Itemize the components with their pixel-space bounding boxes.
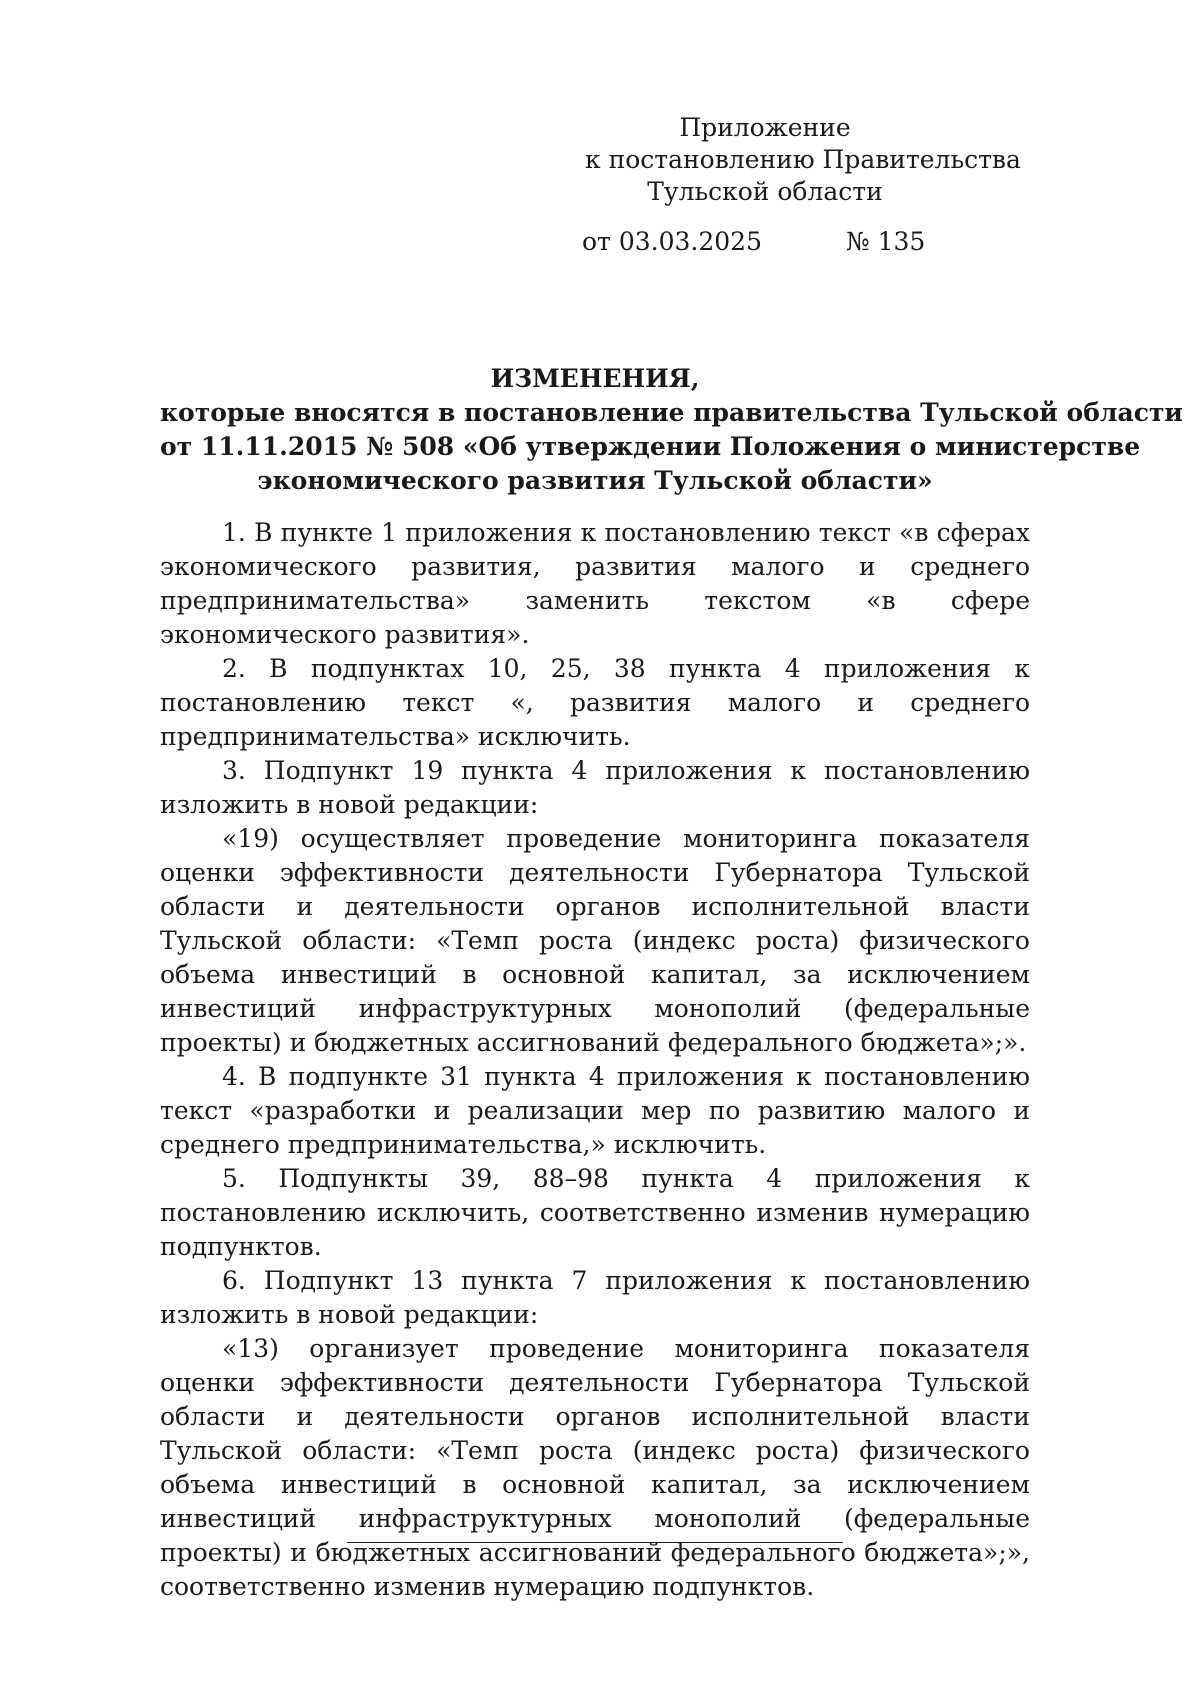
paragraph-1: 1. В пункте 1 приложения к постановлению текст «в сферах экономического развития, развития малого и среднего предпринимательства» заменить текстом «в сфере экономического развития». [160,518,1030,649]
paragraph-2: 2. В подпунктах 10, 25, 38 пункта 4 приложения к постановлению текст «, развития малого и среднего предпринимательства» исключить. [160,654,1030,751]
resolution-date: от 03.03.2025 [582,227,762,256]
paragraph-8-quote: «13) организует проведение мониторинга показателя оценки эффективности деятельности Губернатора Тульской области и деятельности органов исполнительной власти Тульской области: «Темп роста (индекс роста) физического объема инвестиций в основной капитал, за исключением инвестиций инфраструктурных монополий (федеральные проекты) и бюджетных ассигнований федерального бюджета»;», соответственно изменив нумерацию подпунктов. [160,1334,1030,1601]
resolution-date-number [582,226,926,258]
title-line-3: экономического развития Тульской области» [257,466,933,495]
paragraph-4-quote: «19) осуществляет проведение мониторинга показателя оценки эффективности деятельности Губернатора Тульской области и деятельности органов исполнительной власти Тульской области: «Темп роста (индекс роста) физического объема инвестиций в основной капитал, за исключением инвестиций инфраструктурных монополий (федеральные проекты) и бюджетных ассигнований федерального бюджета»;». [160,824,1030,1057]
annex-header [585,112,1021,208]
paragraph-7: 6. Подпункт 13 пункта 7 приложения к постановлению изложить в новой редакции: [160,1266,1030,1329]
annex-line-1: Приложение [679,113,851,142]
annex-line-3: Тульской области [647,177,883,206]
title-line-1: которые вносятся в постановление правительства Тульской области [160,398,1183,427]
paragraph-5: 4. В подпункте 31 пункта 4 приложения к постановлению текст «разработки и реализации мер по развитию малого и среднего предпринимательства,» исключить. [160,1062,1030,1159]
annex-line-2: к постановлению Правительства [585,145,1021,174]
paragraph-6: 5. Подпункты 39, 88–98 пункта 4 приложения к постановлению исключить, соответственно изменив нумерацию подпунктов. [160,1164,1030,1261]
document-body [160,516,1030,1604]
document-title [160,362,1183,498]
paragraph-3: 3. Подпункт 19 пункта 4 приложения к постановлению изложить в новой редакции: [160,756,1030,819]
resolution-number: № 135 [846,227,926,256]
closing-divider [347,1542,843,1543]
title-heading: ИЗМЕНЕНИЯ, [490,364,700,393]
title-line-2: от 11.11.2015 № 508 «Об утверждении Положения о министерстве [160,432,1141,461]
